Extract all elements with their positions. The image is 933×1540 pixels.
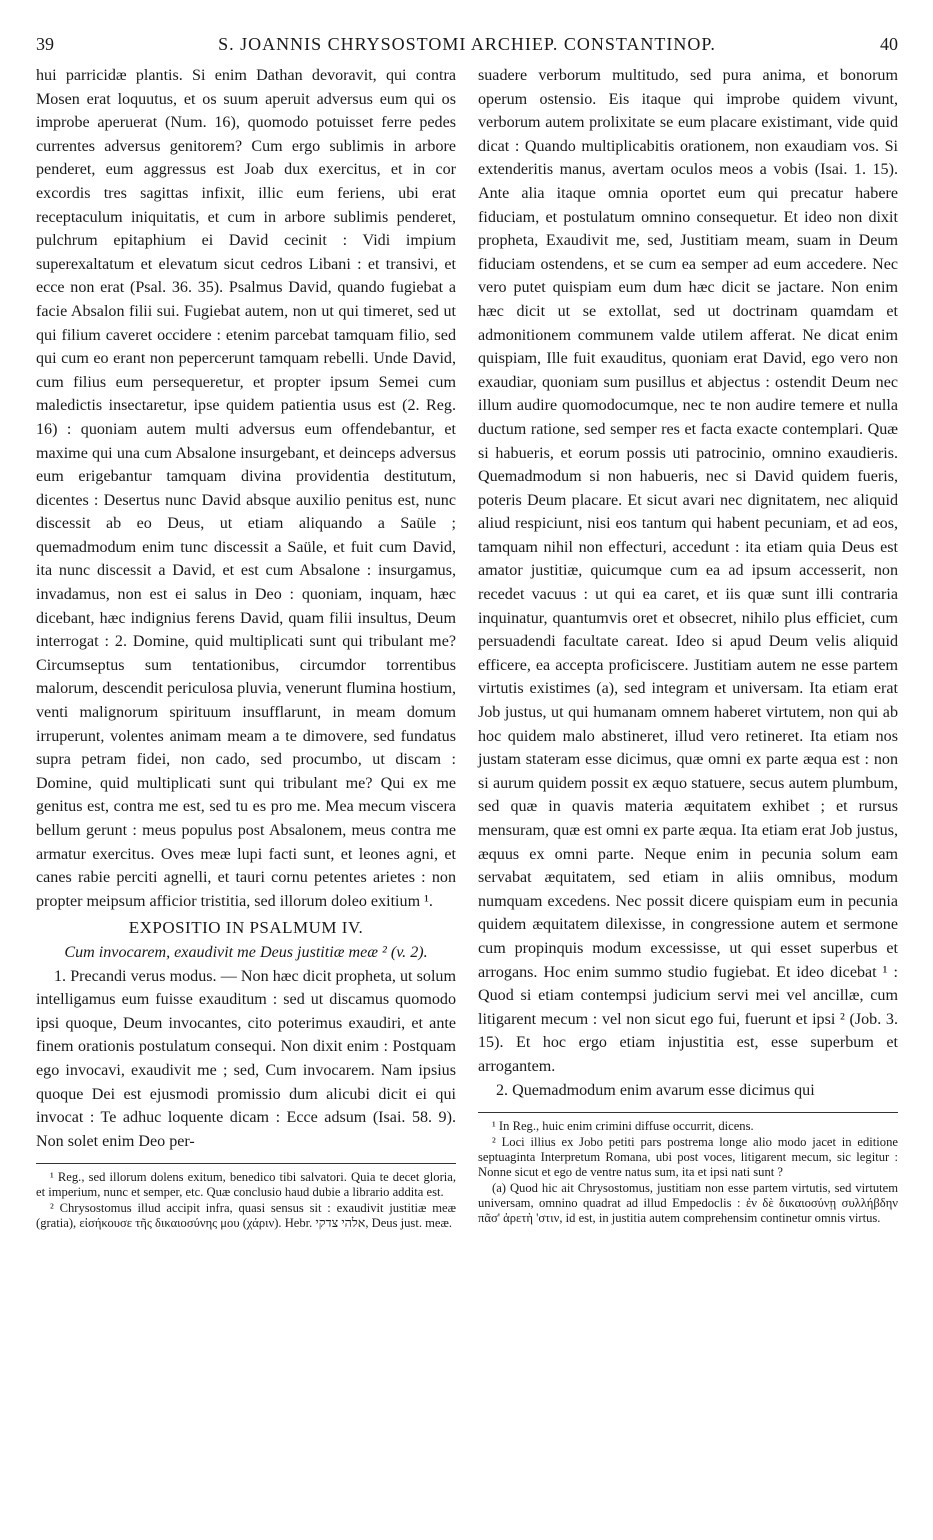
left-column <box>36 64 456 1232</box>
footnote: ² Chrysostomus illud accipit infra, quasi sensus sit : exaudivit justitiæ meæ (gratia), εἰσήκουσε τῆς δικαιοσύνης μου (χάριν). Hebr. אלהי צדקי, Deus just. meæ. <box>36 1201 456 1231</box>
footnotes <box>478 1119 898 1226</box>
page-number-right: 40 <box>880 34 898 54</box>
running-title: S. JOANNIS CHRYSOSTOMI ARCHIEP. CONSTANTINOP. <box>218 34 716 54</box>
body-paragraph: hui parricidæ plantis. Si enim Dathan devoravit, qui contra Mosen erat loquutus, et os suum aperuit adversus eum qui os improbe aperuerat (Num. 16), quomodo potuisset ferre pedes currentes adversus genitorem? Cum ergo sublimis in arbore penderet, eum aggressus est Joab dux exercitus, et in cor excordis tres sagittas infixit, illic eum feriens, ubi erat receptaculum iniquitatis, et cum in arbore sublimis penderet, pulchrum epitaphium ei David cecinit : Vidi impium superexaltatum et elevatum sicut cedros Libani : et transivi, et ecce non erat (Psal. 36. 35). Psalmus David, quando fugiebat a facie Absalon filii sui. Fugiebat autem, non ut qui timeret, sed ut qui filium caveret occidere : etenim parcebat tamquam filio, sed qui cum eo erant non pepercerunt tamquam rebelli. Unde David, cum filius eum persequeretur, et propter ipsum Semei cum maledictis insectaretur, ipse quidem patientia usus est (2. Reg. 16) : quoniam autem multi adversus eum offendebantur, et maxime qui una cum Absalone insurgebant, et deinceps adversus eum erigebantur tamquam divina providentia destitutum, dicentes : Desertus nunc David absque auxilio penitus est, nunc discessit ab eo Deus, ut etiam aliquando a Saüle ; quemadmodum enim tunc discessit a Saüle, et fuit cum David, ita nunc discessit a David, et est cum Absalone : insurgamus, invadamus, non est ei salus in Deo : quoniam, inquam, hæc dicebant, hæc indignius ferens David, quam filii insultus, Deum interrogat : 2. Domine, quid multiplicati sunt qui tribulant me? Circumseptus sum tentationibus, circumdor torrentibus malorum, descendit periculosa pluvia, venerunt flumina hostium, venti malignorum spirituum insufflarunt, in meam domum irruperunt, volentes animam meam a te dimovere, sed fundatus supra petram fidei, non cado, sed procumbo, ut discam : Domine, quid multiplicati sunt qui tribulant me? Qui ex me genitus est, contra me est, sed tu es pro me. Mea mecum viscera bellum gerunt : meus populus post Absalonem, meus contra me armatur exercitus. Oves meæ lupi facti sunt, et leones agni, et canes rabie perciti agnelli, et tauri cornu petentes arietes : non propter meipsum afficior tristitia, sed illorum doleo exitium ¹. <box>36 67 456 910</box>
body-paragraph: suadere verborum multitudo, sed pura anima, et bonorum operum ostensio. Eis itaque qui improbe quidem vivunt, verborum autem prolixitate se eum placare existimant, vide quid dicat : Quando multiplicabitis orationem, non exaudiam vos. Si extenderitis manus, avertam oculos meos a vobis (Isai. 1. 15). Ante alia itaque omnia oportet eum qui precatur habere fiduciam, et postulatum omnino consequetur. Et ideo non dixit propheta, Exaudivit me, sed, Justitiam meam, suam in Deum fiduciam ostendens, et se cum ea semper ad eum accedere. Nec vero putet quispiam eum dum hæc dicit se jactare. Non enim hæc dicit ut se extollat, sed ut doctrinam quamdam et admonitionem communem valde utilem afferat. Ne dicat enim quispiam, Ille fuit exauditus, quoniam erat David, ego vero non exaudiar, quoniam sum pusillus et abjectus : ostendit Deum nec illum audire quomodocumque, nec te non audire temere et nulla ductum ratione, sed semper res et facta exacte contemplari. Quæ si habueris, et eorum possis uti patrocinio, omnino exaudieris. Quemadmodum si non habueris, nec si David quidem fueris, poteris Deum placare. Et sicut avari nec dignitatem, nec aliquid aliud respiciunt, nisi eos tantum qui habent pecuniam, et ad eos, tamquam nihil non effecturi, accedunt : ita etiam quia Deus est amator justitiæ, quicumque cum ea ad ipsum accesserit, non recedet vacuus : ut qui ea caret, et iis quæ sunt illi contraria inquinatur, quantumvis oret et obsecret, nihilo plus efficiet, cum persuadendi facultate careat. Ideo si apud Deum velis aliquid efficere, ea accepta proficiscere. Justitiam autem ne esse partem virtutis existimes (a), sed integram et universam. Ita etiam erat Job justus, ut qui humanam omnem haberet virtutem, non qui ab hoc quidem malo abstineret, illud vero retineret. Ita etiam nos justam stateram esse dicimus, quæ omni ex parte æqua est : non si aurum quidem possit ex æquo statuere, secus autem plumbum, sed quæ in quavis materia æquitatem exhibet ; et rursus mensuram, quæ est omni ex parte æqua. Ita etiam erat Job justus, æquus ex omni parte. Neque enim in pecunia solum eam servabat æquitatem, sed etiam in aliis omnibus, modum numquam excedens. Nec possit dicere quispiam eum in pecunia quidem æquitatem dilexisse, in congressione autem et sermone cum propinquis modum excessisse, ut qui esset superbus et arrogans. Hoc enim summo studio fugiebat. Et ideo dicebat ¹ : Quod si etiam contempsi judicium servi mei vel ancillæ, cum litigarent mecum : vel non sicut ego fui, fuerunt et ipsi ² (Job. 3. 15). Et hoc ergo etiam injustitia est, esse superbum et arrogantem. <box>478 67 898 1075</box>
psalm-incipit: Cum invocarem, exaudivit me Deus justitiæ meæ ² (v. 2). <box>64 943 428 961</box>
footnote: ² Loci illius ex Jobo petiti pars postrema longe alio modo jacet in editione septuaginta Interpretum Romana, ubi post voces, litigarent mecum, sic legitur : Nonne sicut et ego de ventre natus sum, ita et ipsi nati sunt ? <box>478 1135 898 1180</box>
page-number-left: 39 <box>36 34 54 54</box>
footnote-rule <box>478 1112 898 1113</box>
body-paragraph: 1. Precandi verus modus. — Non hæc dicit propheta, ut solum intelligamus eum fuisse exauditum : sed ut discamus quomodo ipsi quoque, Deum invocantes, cito poterimus exaudiri, et ante finem orationis postulatum consequi. Non dixit enim : Postquam ego invocavi, exaudivit me ; sed, Cum invocarem. Nam ipsius quoque Dei est ejusmodi promissio dum alicubi dicit ei qui invocat : Te adhuc loquente dicam : Ecce adsum (Isai. 58. 9). Non solet enim Deo per- <box>36 967 456 1150</box>
right-column <box>478 64 898 1227</box>
footnote-rule <box>36 1163 456 1164</box>
body-paragraph: 2. Quemadmodum enim avarum esse dicimus qui <box>496 1081 815 1099</box>
footnote: ¹ In Reg., huic enim crimini diffuse occurrit, dicens. <box>492 1119 754 1134</box>
footnote: (a) Quod hic ait Chrysostomus, justitiam non esse partem virtutis, sed virtutem universam, omnino quadrat ad illud Empedoclis : ἐν δὲ δικαιοσύνῃ συλλήβδην πᾶσ' ἀρετὴ 'στιν, id est, in justitia autem comprehensim continetur omnis virtus. <box>478 1181 898 1226</box>
section-heading: EXPOSITIO IN PSALMUM IV. <box>128 918 364 938</box>
running-header <box>36 34 898 58</box>
footnotes <box>36 1170 456 1231</box>
footnote: ¹ Reg., sed illorum dolens exitum, benedico tibi salvatori. Quia te decet gloria, et imperium, nunc et semper, etc. Quæ conclusio haud dubie a librario addita est. <box>36 1170 456 1200</box>
